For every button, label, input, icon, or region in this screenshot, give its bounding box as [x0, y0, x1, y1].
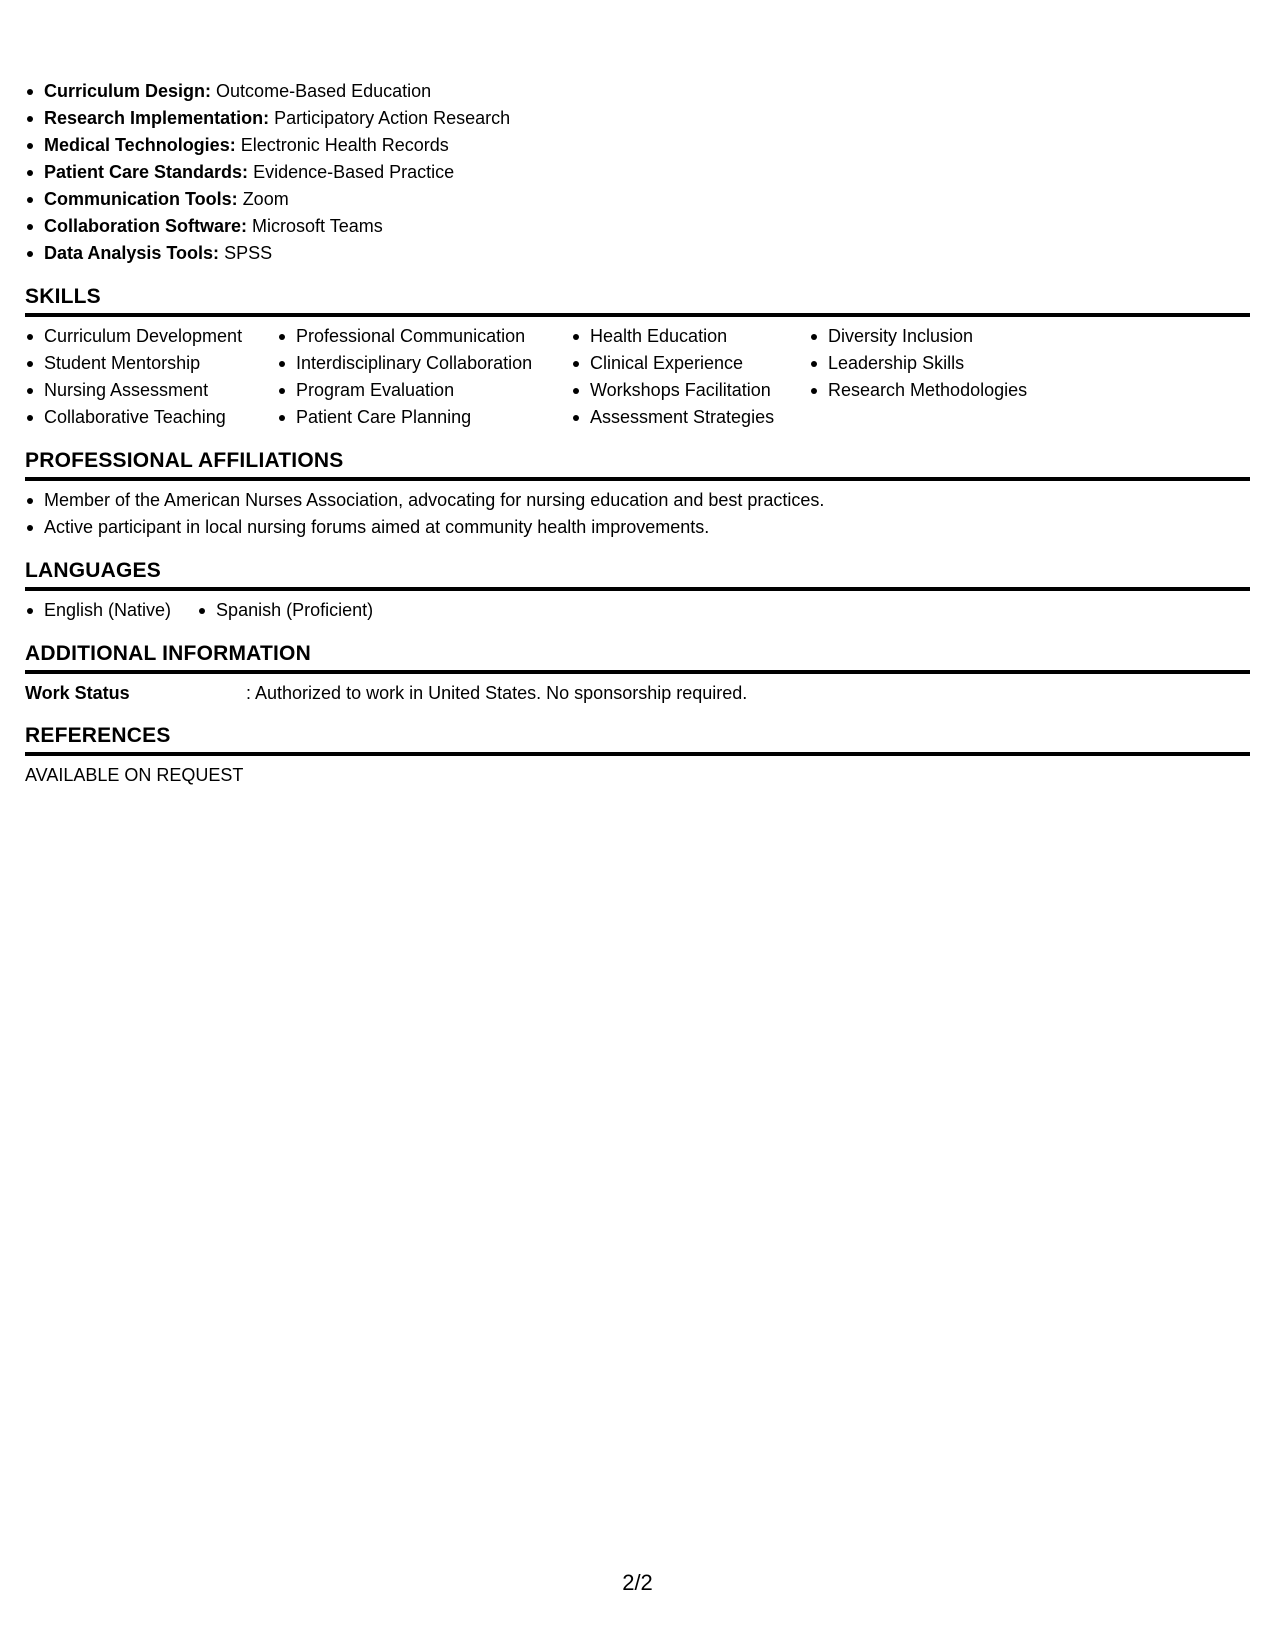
- additional-info-section: [25, 640, 1250, 706]
- skill-item: Interdisciplinary Collaboration: [277, 350, 571, 377]
- list-item: [25, 132, 1250, 159]
- skill-item: Research Methodologies: [809, 377, 1109, 404]
- item-label: Collaboration Software:: [44, 216, 248, 236]
- references-section: [25, 722, 1250, 788]
- item-value: Evidence-Based Practice: [253, 162, 455, 182]
- skill-item: Clinical Experience: [571, 350, 809, 377]
- skill-item: Patient Care Planning: [277, 404, 571, 431]
- skill-item: Nursing Assessment: [25, 377, 277, 404]
- item-value: Microsoft Teams: [252, 216, 383, 236]
- skills-column: [25, 323, 277, 431]
- affiliations-section: [25, 447, 1250, 541]
- skills-column: [277, 323, 571, 431]
- list-item: [25, 240, 1250, 267]
- references-text: AVAILABLE ON REQUEST: [25, 765, 244, 785]
- list-item: [25, 78, 1250, 105]
- item-label: Data Analysis Tools:: [44, 243, 220, 263]
- affiliation-item: Member of the American Nurses Association, advocating for nursing education and best practices.: [25, 487, 1250, 514]
- page-number: 2/2: [622, 1570, 653, 1595]
- skill-item: Assessment Strategies: [571, 404, 809, 431]
- skills-section: [25, 283, 1250, 431]
- language-item: Spanish (Proficient): [197, 597, 373, 624]
- item-label: Patient Care Standards:: [44, 162, 249, 182]
- affiliation-item: Active participant in local nursing forums aimed at community health improvements.: [25, 514, 1250, 541]
- item-value: SPSS: [224, 243, 273, 263]
- skills-column: [809, 323, 1109, 431]
- languages-section: [25, 557, 1250, 624]
- list-item: [25, 159, 1250, 186]
- item-label: Research Implementation:: [44, 108, 270, 128]
- skill-item: Curriculum Development: [25, 323, 277, 350]
- item-value: Outcome-Based Education: [216, 81, 432, 101]
- list-item: [25, 213, 1250, 240]
- skill-item: Diversity Inclusion: [809, 323, 1109, 350]
- technical-list: [25, 78, 1250, 267]
- item-value: Participatory Action Research: [274, 108, 511, 128]
- item-label: Curriculum Design:: [44, 81, 212, 101]
- section-title: REFERENCES: [25, 722, 1250, 756]
- skill-item: Program Evaluation: [277, 377, 571, 404]
- list-item: [25, 105, 1250, 132]
- work-status-label: Work Status: [25, 683, 130, 703]
- section-title: SKILLS: [25, 283, 1250, 317]
- section-title: ADDITIONAL INFORMATION: [25, 640, 1250, 674]
- list-item: [25, 186, 1250, 213]
- skill-item: Professional Communication: [277, 323, 571, 350]
- skills-grid: [25, 323, 1250, 431]
- affiliations-list: [25, 487, 1250, 541]
- section-title: LANGUAGES: [25, 557, 1250, 591]
- item-value: Electronic Health Records: [240, 135, 449, 155]
- section-title: PROFESSIONAL AFFILIATIONS: [25, 447, 1250, 481]
- work-status-row: [25, 680, 1250, 706]
- skills-column: [571, 323, 809, 431]
- skill-item: Workshops Facilitation: [571, 377, 809, 404]
- skill-item: Leadership Skills: [809, 350, 1109, 377]
- skill-item: Health Education: [571, 323, 809, 350]
- item-label: Medical Technologies:: [44, 135, 236, 155]
- item-value: Zoom: [242, 189, 289, 209]
- resume-page: [25, 78, 1250, 788]
- skill-item: Student Mentorship: [25, 350, 277, 377]
- item-label: Communication Tools:: [44, 189, 238, 209]
- skill-item: Collaborative Teaching: [25, 404, 277, 431]
- work-status-value: : Authorized to work in United States. No sponsorship required.: [246, 683, 748, 703]
- languages-list: [25, 597, 1250, 624]
- language-item: English (Native): [25, 597, 171, 624]
